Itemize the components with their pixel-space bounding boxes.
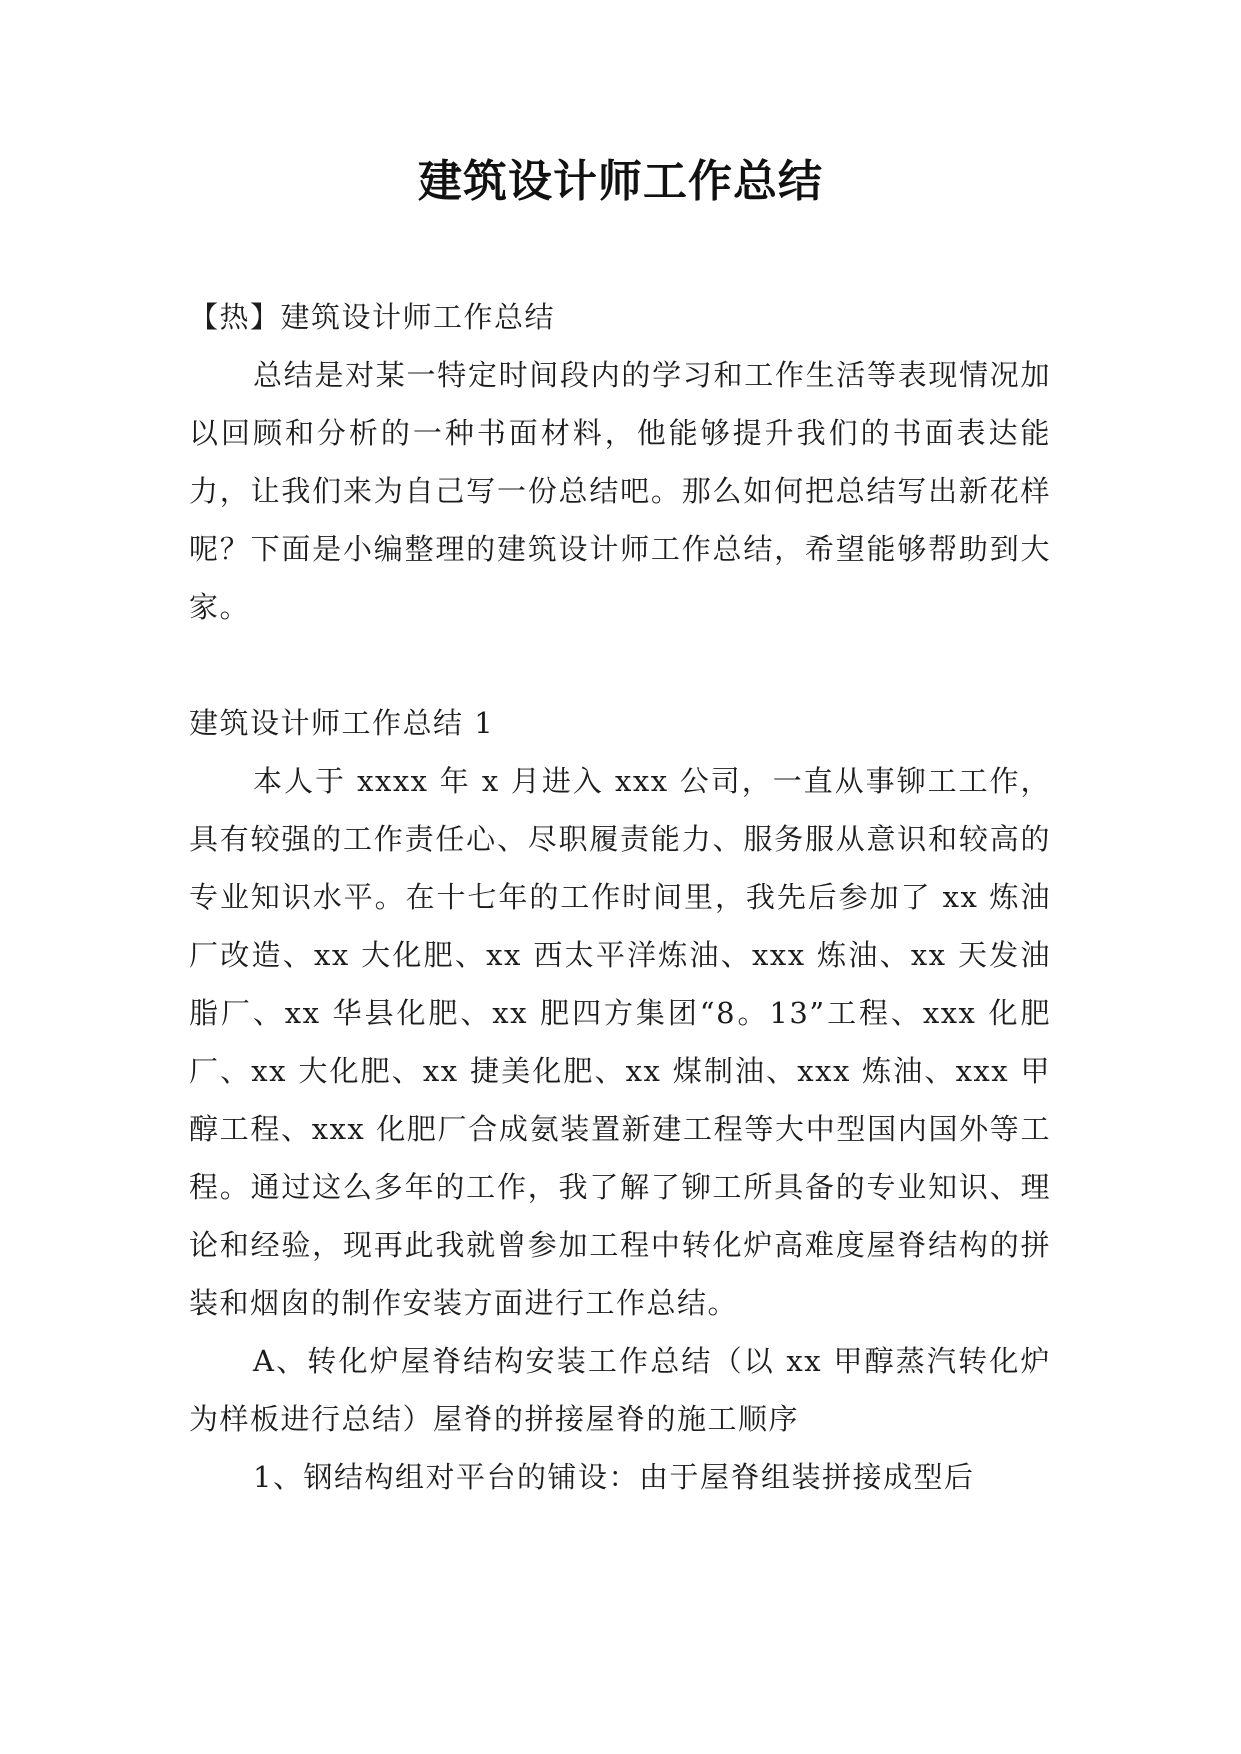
paragraph-gap bbox=[189, 636, 1051, 694]
document-title: 建筑设计师工作总结 bbox=[418, 156, 823, 207]
intro-heading: 【热】建筑设计师工作总结 bbox=[189, 300, 556, 334]
body-paragraph: A、转化炉屋脊结构安装工作总结（以 xx 甲醇蒸汽转化炉为样板进行总结）屋脊的拼接屋脊的施工顺序 bbox=[189, 1344, 1051, 1436]
body-paragraph: 1、钢结构组对平台的铺设：由于屋脊组装拼接成型后 bbox=[253, 1460, 975, 1494]
body-paragraph: 本人于 xxxx 年 x 月进入 xxx 公司，一直从事铆工工作，具有较强的工作责任心、尽职履责能力、服务服从意识和较高的专业知识水平。在十七年的工作时间里，我先后参加了 xx 炼油厂改造、xx 大化肥、xx 西太平洋炼油、xxx 炼油、xx 天发油脂厂、xx 华县化肥、xx 肥四方集团“8。13”工程、xxx 化肥厂、xx 大化肥、xx 捷美化肥、xx 煤制油、xxx 炼油、xxx 甲醇工程、xxx 化肥厂合成氨装置新建工程等大中型国内国外等工程。通过这么多年的工作，我了解了铆工所具备的专业知识、理论和经验，现再此我就曾参加工程中转化炉高难度屋脊结构的拼装和烟囱的制作安装方面进行工作总结。 bbox=[189, 764, 1051, 1320]
section-heading: 建筑设计师工作总结 1 bbox=[189, 706, 495, 740]
intro-paragraph: 总结是对某一特定时间段内的学习和工作生活等表现情况加以回顾和分析的一种书面材料，他能够提升我们的书面表达能力，让我们来为自己写一份总结吧。那么如何把总结写出新花样呢？下面是小编整理的建筑设计师工作总结，希望能够帮助到大家。 bbox=[189, 358, 1051, 624]
document-body bbox=[189, 288, 1051, 1506]
